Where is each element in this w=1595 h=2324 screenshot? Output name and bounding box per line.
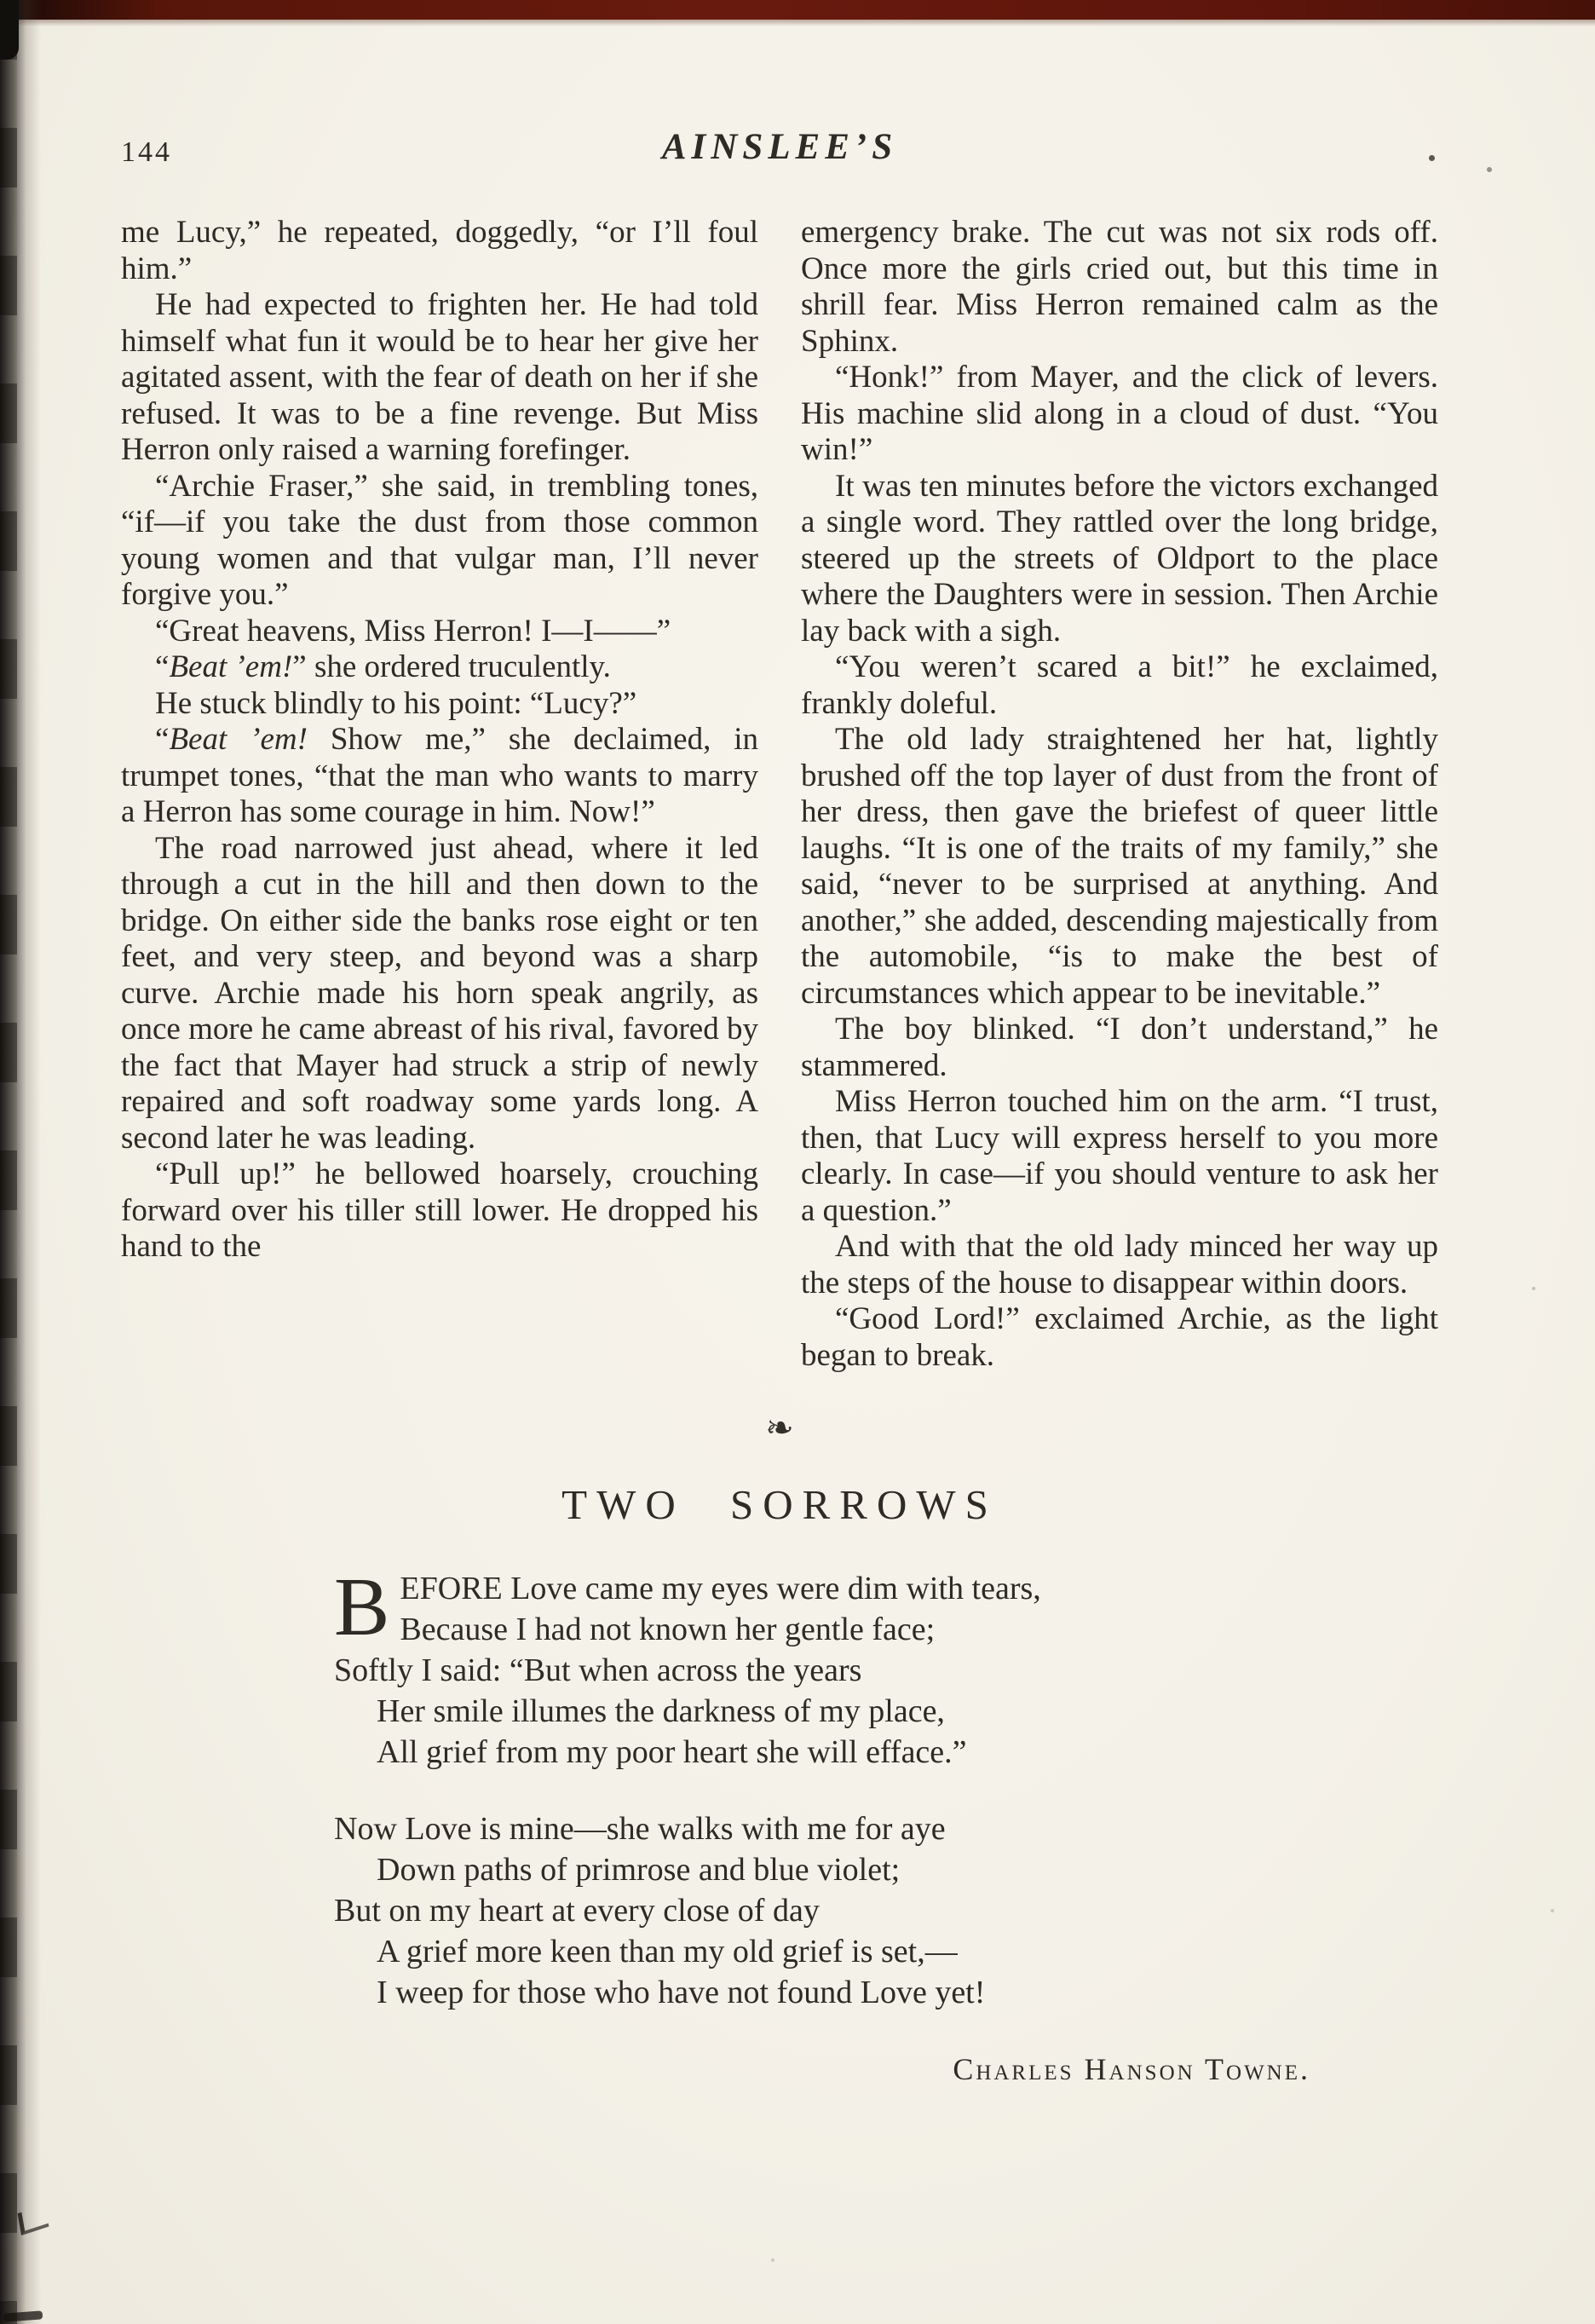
poem-stanza-2	[334, 1808, 1438, 2013]
page-number: 144	[121, 136, 172, 168]
story-paragraph: It was ten minutes before the victors exchanged a single word. They rattled over the long bridge, steered up the streets of Oldport to the place where the Daughters were in session. Then Archie lay back with a sigh.	[801, 468, 1438, 649]
story-columns	[121, 215, 1438, 1374]
right-column	[801, 215, 1438, 1374]
story-paragraph: “Archie Fraser,” she said, in trembling tones, “if—if you take the dust from those common young women and that vulgar man, I’ll never forgive you.”	[121, 468, 758, 612]
fleuron-ornament-icon: ❧	[765, 1409, 794, 1447]
ink-speck	[1429, 155, 1435, 161]
story-paragraph: me Lucy,” he repeated, doggedly, “or I’ll foul him.”	[121, 215, 758, 286]
top-edge-artifact	[0, 0, 1595, 20]
story-paragraph: Miss Herron touched him on the arm. “I trust, then, that Lucy will express herself to you more clearly. In case—if you should venture to ask her a question.”	[801, 1084, 1438, 1228]
story-paragraph: The boy blinked. “I don’t understand,” he stammered.	[801, 1012, 1438, 1083]
story-paragraph: “You weren’t scared a bit!” he exclaimed, frankly doleful.	[801, 649, 1438, 721]
story-paragraph: The old lady straightened her hat, lightly brushed off the top layer of dust from the front of her dress, then gave the briefest of queer little laughs. “It is one of the traits of my family,” she said, “never to be surprised at anything. And another,” she added, descending majestically from the automobile, “is to make the best of circumstances which appear to be inevitable.”	[801, 722, 1438, 1011]
poem-line: Because I had not known her gentle face;	[400, 1612, 936, 1647]
ink-speck	[1532, 1287, 1535, 1290]
ink-speck	[771, 2258, 774, 2262]
story-paragraph: He had expected to frighten her. He had told himself what fun it would be to hear her give her agitated assent, with the fear of death on her if she refused. It was to be a fine revenge. But Miss Herron only raised a warning forefinger.	[121, 287, 758, 467]
poem-dropcap: B	[334, 1561, 390, 1653]
poem-line: All grief from my poor heart she will efface.”	[377, 1734, 967, 1770]
story-paragraph: “Good Lord!” exclaimed Archie, as the light began to break.	[801, 1301, 1438, 1373]
poem-line: A grief more keen than my old grief is set,—	[377, 1934, 958, 1969]
story-paragraph: “Honk!” from Mayer, and the click of levers. His machine slid along in a cloud of dust. “You win!”	[801, 360, 1438, 467]
poem-stanza-1	[334, 1561, 1438, 1773]
poem-line: Now Love is mine—she walks with me for aye	[334, 1811, 946, 1847]
story-paragraph: “Beat ’em! Show me,” she declaimed, in trumpet tones, “that the man who wants to marry a Herron has some courage in him. Now!”	[121, 722, 758, 829]
story-paragraph: “Beat ’em!” she ordered truculently.	[155, 649, 611, 684]
story-paragraph: emergency brake. The cut was not six rods off. Once more the girls cried out, but this time in shrill fear. Miss Herron remained calm as the Sphinx.	[801, 215, 1438, 359]
poem-line: I weep for those who have not found Love yet!	[377, 1975, 986, 2010]
story-paragraph: “Great heavens, Miss Herron! I—I——”	[155, 613, 671, 649]
running-head	[121, 126, 1438, 176]
poem-line: Softly I said: “But when across the years	[334, 1652, 862, 1688]
ink-speck	[1487, 167, 1492, 172]
poem	[334, 1561, 1438, 2090]
story-paragraph: And with that the old lady minced her way up the steps of the house to disappear within doors.	[801, 1229, 1438, 1300]
text-block	[121, 126, 1438, 2090]
poem-line: Her smile illumes the darkness of my place,	[377, 1693, 945, 1729]
poem-line: Down paths of primrose and blue violet;	[377, 1852, 901, 1888]
ink-speck	[1551, 1909, 1554, 1912]
story-paragraph: “Pull up!” he bellowed hoarsely, crouching forward over his tiller still lower. He dropped his hand to the	[121, 1156, 758, 1264]
left-column	[121, 215, 758, 1374]
left-edge-artifact	[0, 0, 41, 2324]
poem-author: Charles Hanson Towne.	[953, 2052, 1310, 2086]
story-paragraph: He stuck blindly to his point: “Lucy?”	[155, 685, 637, 721]
poem-line: But on my heart at every close of day	[334, 1893, 820, 1929]
poem-line: EFORE Love came my eyes were dim with tears,	[400, 1571, 1041, 1606]
story-paragraph: The road narrowed just ahead, where it led through a cut in the hill and then down to the bridge. On either side the banks rose eight or ten feet, and very steep, and beyond was a sharp curve. Archie made his horn speak angrily, as once more he came abreast of his rival, favored by the fact that Mayer had struck a strip of newly repaired and soft roadway some yards long. A second later he was leading.	[121, 830, 758, 1156]
poem-title: TWO SORROWS	[561, 1481, 998, 1528]
journal-title: AINSLEE’S	[661, 127, 898, 167]
corner-blot-artifact	[0, 0, 19, 60]
